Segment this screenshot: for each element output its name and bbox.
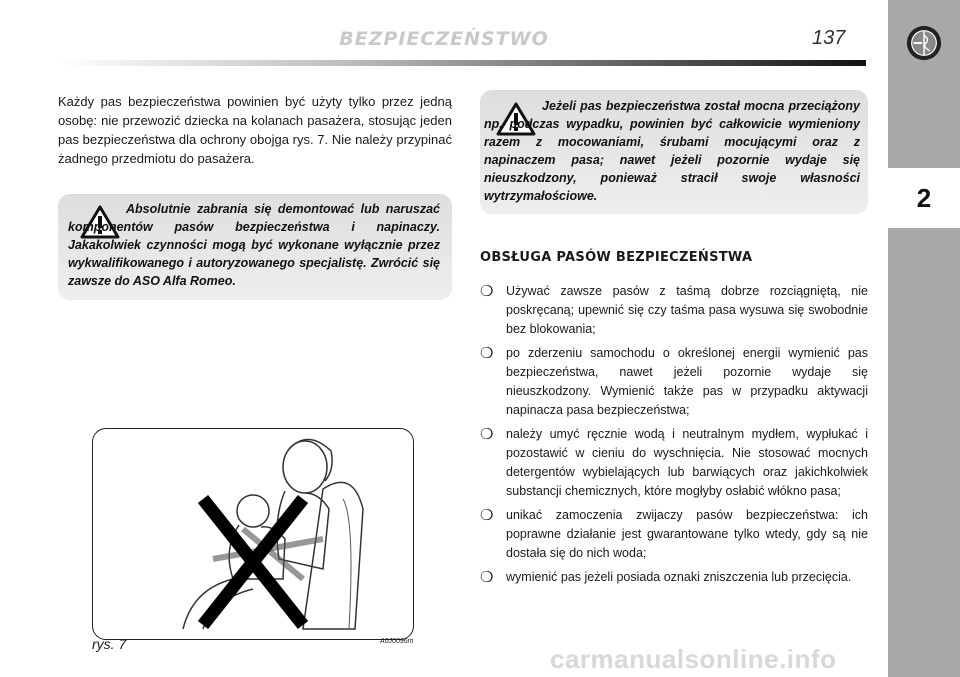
list-item: ❍ Używać zawsze pasów z taśmą dobrze rozciągniętą, nie poskręcaną; upewnić się czy taśma pasa wysuwa się swobodnie bez blokowania; — [480, 283, 868, 336]
header-rule — [58, 60, 866, 66]
alfa-romeo-logo-icon — [905, 24, 943, 62]
bullet-circle-icon: ❍ — [480, 426, 494, 443]
bullet-circle-icon: ❍ — [480, 507, 494, 524]
list-item: ❍ po zderzeniu samochodu o określonej energii wymienić pas bezpieczeństwa, nawet jeżeli pozornie wydaje się nieuszkodzony. Wymienić także pas w przypadku aktywacji napinacza pasa bezpieczeństwa; — [480, 345, 868, 417]
warning-text-left: Absolutnie zabrania się demontować lub naruszać komponentów pasów bezpieczeństwa i napinaczy. Jakakolwiek czynności mogą być wykonane wyłącznie przez wykwalifikowanego i autoryzowanego specjalistę. Zwrócić się zawsze do ASO Alfa Romeo. — [68, 202, 440, 288]
chapter-side-strip — [888, 0, 960, 677]
figure-illustration — [92, 428, 414, 640]
page-header-title: BEZPIECZEŃSTWO — [339, 28, 549, 50]
figure-caption: rys. 7 — [92, 636, 127, 652]
list-item: ❍ unikać zamoczenia zwijaczy pasów bezpieczeństwa: ich poprawne działanie jest gwarantowane tylko wtedy, gdy są nie dostała się do nich woda; — [480, 507, 868, 560]
bullet-circle-icon: ❍ — [480, 345, 494, 362]
intro-paragraph: Każdy pas bezpieczeństwa powinien być użyty tylko przez jedną osobę: nie przewozić dziecka na kolanach pasażera, stosując jeden pas bezpieczeństwa dla ochrony obojga rys. 7. Nie należy przypinać żadnego przedmiotu do pasażera. — [58, 94, 452, 166]
bullet-circle-icon: ❍ — [480, 283, 494, 300]
chapter-number: 2 — [888, 168, 960, 228]
seat-child-illustration — [93, 429, 413, 639]
bullet-circle-icon: ❍ — [480, 569, 494, 586]
watermark: carmanualsonline.info — [550, 644, 837, 674]
list-item: ❍ należy umyć ręcznie wodą i neutralnym mydłem, wypłukać i pozostawić w cieniu do wyschnięcia. Nie stosować mocnych detergentów wybielających lub barwiących oraz jakichkolwiek substancji chemicznych, które mogłyby osłabić włókno pasa; — [480, 426, 868, 498]
list-item: ❍ wymienić pas jeżeli posiada oznaki zniszczenia lub przecięcia. — [480, 569, 852, 586]
maintenance-list — [480, 282, 868, 592]
section-heading: OBSŁUGA PASÓW BEZPIECZEŃSTWA — [480, 250, 753, 265]
figure-code: A0J0096m — [380, 638, 414, 645]
page-number: 137 — [812, 27, 846, 49]
warning-text-right: Jeżeli pas bezpieczeństwa został mocna przeciążony np. podczas wypadku, powinien być całkowicie wymieniony razem z mocowaniami, śrubami mocującymi oraz z napinaczem pasa; nawet jeżeli pozornie wydaje się nieuszkodzony, ponieważ stracił swoje własności wytrzymałościowe. — [484, 99, 860, 203]
